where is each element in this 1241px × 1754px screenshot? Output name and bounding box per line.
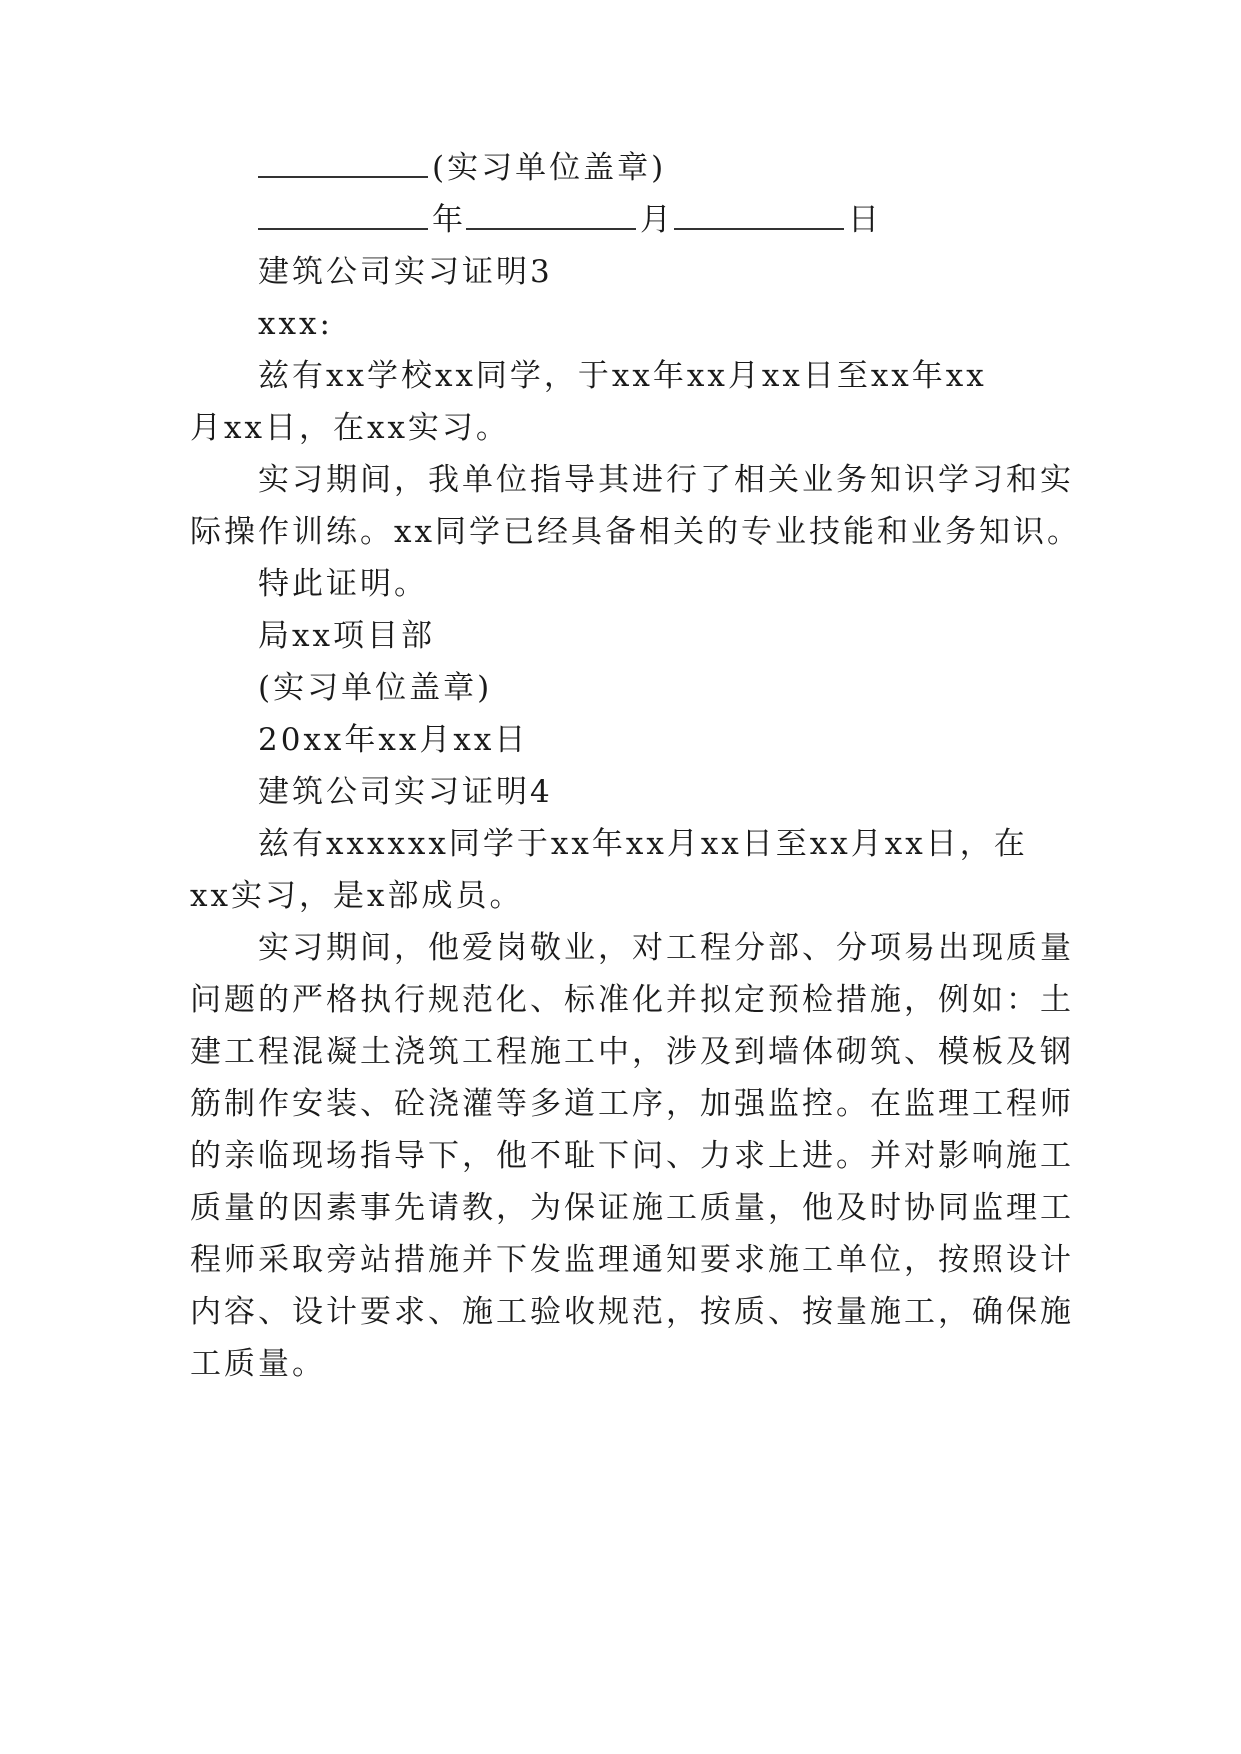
date-line (0, 200, 1241, 240)
section4-paragraph2-line: 的亲临现场指导下，他不耻下问、力求上进。并对影响施工 (190, 1138, 1074, 1174)
month-blank (466, 200, 636, 230)
section3-paragraph2-line2: 际操作训练。xx同学已经具备相关的专业技能和业务知识。 (190, 514, 1081, 550)
section3-seal: (实习单位盖章) (258, 670, 493, 706)
section4-title: 建筑公司实习证明4 (258, 774, 553, 810)
seal-line (0, 148, 1241, 188)
section4-paragraph1-line2: xx实习，是x部成员。 (190, 878, 524, 914)
section3-closing: 特此证明。 (258, 566, 428, 602)
section3-title: 建筑公司实习证明3 (258, 254, 553, 290)
seal-label: (实习单位盖章) (432, 150, 667, 186)
section4-paragraph2-line: 筋制作安装、砼浇灌等多道工序，加强监控。在监理工程师 (190, 1086, 1074, 1122)
section4-paragraph2-line: 工质量。 (190, 1346, 326, 1382)
section3-salutation: xxx: (258, 306, 333, 342)
section4-paragraph2-line: 实习期间，他爱岗敬业，对工程分部、分项易出现质量 (258, 930, 1074, 966)
section4-paragraph2-line: 内容、设计要求、施工验收规范，按质、按量施工，确保施 (190, 1294, 1074, 1330)
day-label: 日 (848, 202, 882, 238)
section4-paragraph2-line: 程师采取旁站措施并下发监理通知要求施工单位，按照设计 (190, 1242, 1074, 1278)
section4-paragraph2-line: 问题的严格执行规范化、标准化并拟定预检措施，例如：土 (190, 982, 1074, 1018)
section4-paragraph2-line: 建工程混凝土浇筑工程施工中，涉及到墙体砌筑、模板及钢 (190, 1034, 1074, 1070)
section3-paragraph1-line1: 兹有xx学校xx同学，于xx年xx月xx日至xx年xx (258, 358, 987, 394)
section4-paragraph2-line: 质量的因素事先请教，为保证施工质量，他及时协同监理工 (190, 1190, 1074, 1226)
year-label: 年 (432, 202, 466, 238)
section3-date: 20xx年xx月xx日 (258, 722, 529, 758)
seal-blank (258, 148, 428, 178)
section4-paragraph1-line1: 兹有xxxxxx同学于xx年xx月xx日至xx月xx日，在 (258, 826, 1028, 862)
section3-paragraph2-line1: 实习期间，我单位指导其进行了相关业务知识学习和实 (258, 462, 1074, 498)
day-blank (674, 200, 844, 230)
month-label: 月 (640, 202, 674, 238)
section3-org: 局xx项目部 (258, 618, 435, 654)
year-blank (258, 200, 428, 230)
section3-paragraph1-line2: 月xx日，在xx实习。 (190, 410, 510, 446)
